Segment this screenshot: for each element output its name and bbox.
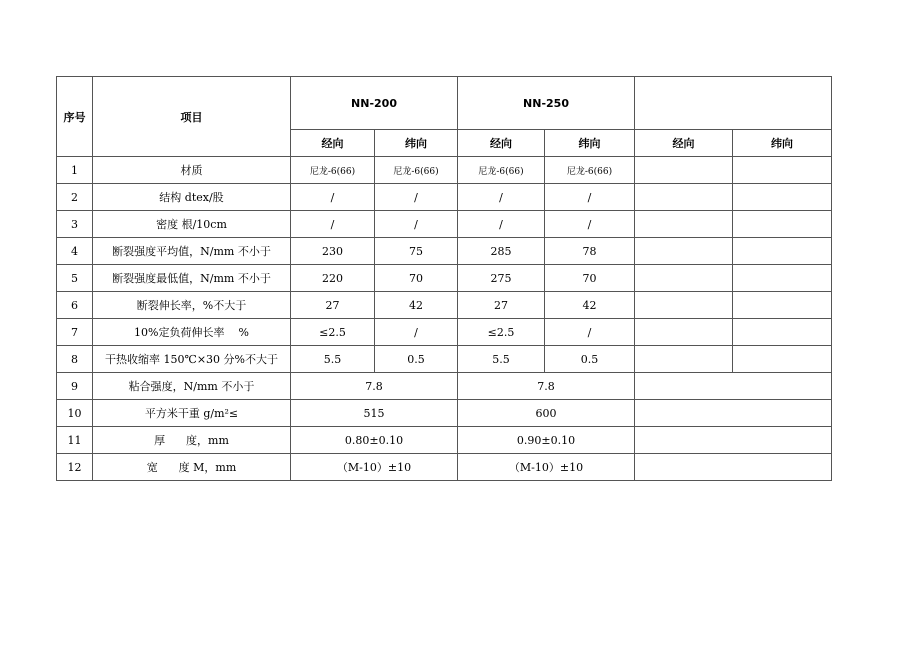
empty-cell	[733, 346, 832, 373]
cell-value: 0.5	[545, 346, 635, 373]
cell-value: /	[375, 319, 458, 346]
cell-value: /	[291, 184, 375, 211]
table-row	[57, 346, 832, 373]
cell-value: 75	[375, 238, 458, 265]
row-item: 材质	[93, 157, 291, 184]
cell-value: 尼龙-6(66)	[291, 157, 375, 184]
table-row	[57, 238, 832, 265]
cell-value: /	[458, 184, 545, 211]
cell-value-merged: 0.80±0.10	[291, 427, 458, 454]
cell-value: 尼龙-6(66)	[545, 157, 635, 184]
row-number: 8	[57, 346, 93, 373]
header-group-3	[635, 77, 832, 130]
subheader-warp: 经向	[458, 130, 545, 157]
cell-value: 70	[375, 265, 458, 292]
row-number: 6	[57, 292, 93, 319]
cell-value-merged: 7.8	[458, 373, 635, 400]
specification-table	[56, 76, 832, 481]
empty-cell	[733, 292, 832, 319]
empty-cell	[635, 373, 832, 400]
cell-value: ≤2.5	[458, 319, 545, 346]
empty-cell	[733, 319, 832, 346]
empty-cell	[733, 184, 832, 211]
cell-value: 285	[458, 238, 545, 265]
table-row	[57, 319, 832, 346]
cell-value: /	[545, 184, 635, 211]
cell-value: 78	[545, 238, 635, 265]
cell-value: 42	[545, 292, 635, 319]
cell-value-merged: 600	[458, 400, 635, 427]
cell-value-merged: 515	[291, 400, 458, 427]
empty-cell	[635, 346, 733, 373]
row-item: 粘合强度，N/mm 不小于	[93, 373, 291, 400]
subheader-warp: 经向	[291, 130, 375, 157]
subheader-weft: 纬向	[733, 130, 832, 157]
table-row	[57, 454, 832, 481]
row-item: 宽 度 M，mm	[93, 454, 291, 481]
cell-value: 5.5	[458, 346, 545, 373]
row-item: 断裂强度最低值，N/mm 不小于	[93, 265, 291, 292]
table-row	[57, 157, 832, 184]
table-row	[57, 292, 832, 319]
header-group-nn250: NN-250	[458, 77, 635, 130]
row-number: 11	[57, 427, 93, 454]
cell-value: 27	[291, 292, 375, 319]
cell-value: /	[545, 211, 635, 238]
header-group-nn200: NN-200	[291, 77, 458, 130]
cell-value: /	[375, 184, 458, 211]
row-number: 7	[57, 319, 93, 346]
row-item: 断裂伸长率，%不大于	[93, 292, 291, 319]
empty-cell	[635, 400, 832, 427]
row-number: 4	[57, 238, 93, 265]
empty-cell	[635, 292, 733, 319]
cell-value: /	[458, 211, 545, 238]
row-number: 12	[57, 454, 93, 481]
row-number: 10	[57, 400, 93, 427]
empty-cell	[733, 238, 832, 265]
cell-value: 27	[458, 292, 545, 319]
cell-value: ≤2.5	[291, 319, 375, 346]
cell-value: /	[545, 319, 635, 346]
empty-cell	[635, 427, 832, 454]
cell-value: /	[291, 211, 375, 238]
table-row	[57, 400, 832, 427]
cell-value: 尼龙-6(66)	[458, 157, 545, 184]
table-row	[57, 373, 832, 400]
cell-value: 42	[375, 292, 458, 319]
cell-value: 0.5	[375, 346, 458, 373]
row-number: 1	[57, 157, 93, 184]
empty-cell	[733, 265, 832, 292]
empty-cell	[635, 265, 733, 292]
empty-cell	[635, 454, 832, 481]
table-row	[57, 184, 832, 211]
cell-value: 220	[291, 265, 375, 292]
empty-cell	[733, 157, 832, 184]
cell-value-merged: （M-10）±10	[458, 454, 635, 481]
empty-cell	[635, 184, 733, 211]
subheader-warp: 经向	[635, 130, 733, 157]
empty-cell	[635, 157, 733, 184]
empty-cell	[635, 211, 733, 238]
row-number: 2	[57, 184, 93, 211]
row-item: 干热收缩率 150℃×30 分%不大于	[93, 346, 291, 373]
subheader-weft: 纬向	[545, 130, 635, 157]
row-item: 厚 度，mm	[93, 427, 291, 454]
row-number: 5	[57, 265, 93, 292]
cell-value-merged: 7.8	[291, 373, 458, 400]
table-row	[57, 211, 832, 238]
header-row	[57, 77, 832, 130]
row-item: 结构 dtex/股	[93, 184, 291, 211]
table-row	[57, 427, 832, 454]
row-item: 平方米干重 g/m²≤	[93, 400, 291, 427]
cell-value-merged: （M-10）±10	[291, 454, 458, 481]
cell-value: 230	[291, 238, 375, 265]
cell-value: 70	[545, 265, 635, 292]
cell-value: 275	[458, 265, 545, 292]
row-item: 密度 根/10cm	[93, 211, 291, 238]
cell-value: 尼龙-6(66)	[375, 157, 458, 184]
empty-cell	[733, 211, 832, 238]
row-number: 3	[57, 211, 93, 238]
row-number: 9	[57, 373, 93, 400]
table-row	[57, 265, 832, 292]
empty-cell	[635, 319, 733, 346]
subheader-weft: 纬向	[375, 130, 458, 157]
cell-value-merged: 0.90±0.10	[458, 427, 635, 454]
row-item: 10%定负荷伸长率 %	[93, 319, 291, 346]
header-item: 项目	[93, 77, 291, 157]
empty-cell	[635, 238, 733, 265]
row-item: 断裂强度平均值，N/mm 不小于	[93, 238, 291, 265]
header-seq: 序号	[57, 77, 93, 157]
cell-value: 5.5	[291, 346, 375, 373]
cell-value: /	[375, 211, 458, 238]
